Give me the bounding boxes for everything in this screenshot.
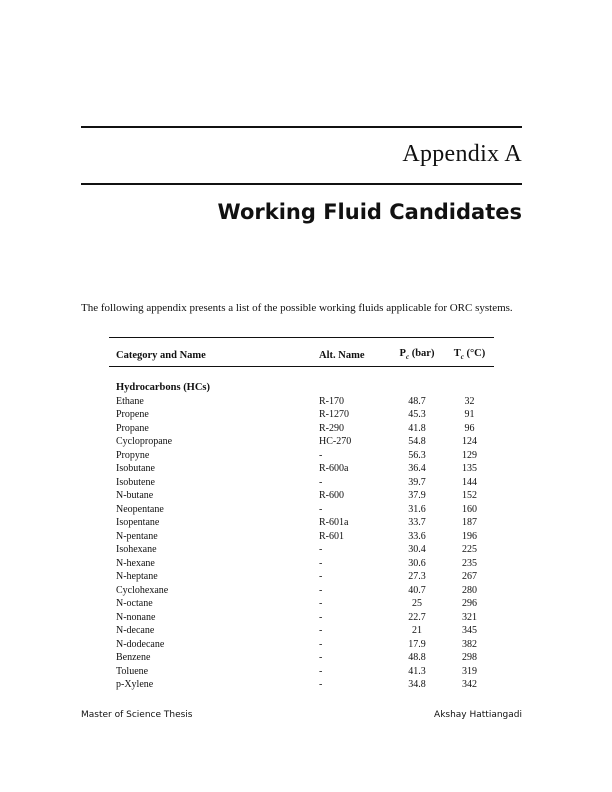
fluid-critical-pressure: 17.9 [408, 638, 426, 650]
fluid-name: Isopentane [116, 517, 160, 529]
fluid-alt-name: - [319, 584, 323, 596]
header-tc-symbol: T [453, 348, 461, 359]
table-row [109, 435, 494, 449]
fluid-critical-pressure: 54.8 [408, 436, 426, 448]
appendix-label: Appendix A [402, 141, 522, 167]
fluid-critical-pressure: 30.6 [408, 557, 426, 569]
chapter-bottom-rule [81, 183, 522, 185]
fluid-critical-pressure: 40.7 [408, 584, 426, 596]
fluid-name: Cyclopropane [116, 436, 173, 448]
fluid-name: Neopentane [116, 503, 164, 515]
fluid-critical-pressure: 22.7 [408, 611, 426, 623]
fluid-critical-pressure: 41.3 [408, 665, 426, 677]
fluid-critical-pressure: 27.3 [408, 571, 426, 583]
fluid-name: p-Xylene [116, 679, 154, 691]
fluid-critical-temperature: 342 [462, 679, 477, 691]
fluid-name: Benzene [116, 652, 151, 664]
fluid-critical-temperature: 382 [462, 638, 477, 650]
fluid-critical-pressure: 33.6 [408, 530, 426, 542]
fluid-name: Toluene [116, 665, 149, 677]
fluid-name: N-hexane [116, 557, 155, 569]
fluid-critical-pressure: 48.8 [408, 652, 426, 664]
table-row [109, 557, 494, 571]
table-row [109, 597, 494, 611]
category-row [109, 369, 494, 395]
table-row [109, 395, 494, 409]
table-row [109, 462, 494, 476]
fluid-alt-name: - [319, 652, 323, 664]
table-row [109, 570, 494, 584]
fluid-alt-name: - [319, 503, 323, 515]
fluid-name: Propyne [116, 449, 150, 461]
fluid-critical-temperature: 298 [462, 652, 477, 664]
fluid-alt-name: - [319, 611, 323, 623]
fluid-critical-pressure: 56.3 [408, 449, 426, 461]
table-row [109, 516, 494, 530]
fluid-critical-temperature: 345 [462, 625, 477, 637]
fluid-name: N-decane [116, 625, 155, 637]
fluid-critical-pressure: 48.7 [408, 395, 426, 407]
chapter-top-rule [81, 126, 522, 128]
table-row [109, 408, 494, 422]
header-category-name: Category and Name [116, 349, 206, 361]
table-row [109, 638, 494, 652]
fluid-name: N-butane [116, 490, 154, 502]
fluid-name: N-heptane [116, 571, 158, 583]
table-row [109, 678, 494, 692]
intro-paragraph: The following appendix presents a list of the possible working fluids applicable for ORC systems. [81, 302, 513, 314]
table-row [109, 665, 494, 679]
fluid-critical-pressure: 25 [412, 598, 422, 610]
fluid-critical-pressure: 37.9 [408, 490, 426, 502]
fluid-name: Isobutane [116, 463, 155, 475]
fluid-alt-name: R-600 [319, 490, 344, 502]
fluid-alt-name: - [319, 449, 323, 461]
header-pc-subscript: c [405, 353, 410, 362]
table-row [109, 624, 494, 638]
fluid-critical-temperature: 187 [462, 517, 477, 529]
fluid-critical-temperature: 319 [462, 665, 477, 677]
fluid-alt-name: - [319, 571, 323, 583]
fluid-critical-temperature: 321 [462, 611, 477, 623]
fluid-critical-pressure: 39.7 [408, 476, 426, 488]
table-row [109, 530, 494, 544]
fluid-critical-pressure: 30.4 [408, 544, 426, 556]
chapter-title: Working Fluid Candidates [217, 200, 522, 224]
fluid-name: Cyclohexane [116, 584, 169, 596]
fluid-alt-name: R-600a [319, 463, 349, 475]
fluid-alt-name: - [319, 557, 323, 569]
table-row [109, 422, 494, 436]
fluid-critical-temperature: 280 [462, 584, 477, 596]
fluid-name: Propene [116, 409, 149, 421]
fluid-name: Isohexane [116, 544, 157, 556]
fluid-critical-temperature: 235 [462, 557, 477, 569]
fluid-critical-pressure: 21 [412, 625, 422, 637]
fluid-critical-temperature: 91 [464, 409, 475, 421]
table-header-row [109, 342, 494, 369]
header-tc-unit: (°C) [466, 348, 486, 359]
table-row [109, 476, 494, 490]
fluid-alt-name: R-601 [319, 530, 344, 542]
fluid-name: Ethane [116, 395, 144, 407]
fluid-alt-name: R-290 [319, 422, 344, 434]
fluid-critical-pressure: 33.7 [408, 517, 426, 529]
header-tc-subscript: c [460, 353, 464, 362]
fluid-critical-temperature: 225 [462, 544, 477, 556]
fluid-alt-name: R-1270 [319, 409, 349, 421]
table-top-rule [109, 337, 494, 338]
table-row [109, 543, 494, 557]
fluid-alt-name: - [319, 544, 323, 556]
fluid-critical-pressure: 45.3 [408, 409, 426, 421]
fluid-alt-name: - [319, 665, 323, 677]
fluid-critical-temperature: 196 [462, 530, 477, 542]
category-label: Hydrocarbons (HCs) [116, 382, 211, 394]
fluid-name: Propane [116, 422, 149, 434]
header-critical-pressure [389, 342, 445, 369]
fluid-critical-temperature: 124 [462, 436, 477, 448]
header-pc-symbol: P [399, 348, 406, 359]
footer-thesis-label: Master of Science Thesis [81, 710, 193, 720]
table-row [109, 489, 494, 503]
fluid-alt-name: - [319, 476, 323, 488]
fluid-critical-temperature: 144 [462, 476, 477, 488]
table-row [109, 651, 494, 665]
fluid-alt-name: R-170 [319, 395, 344, 407]
fluid-alt-name: HC-270 [319, 436, 352, 448]
footer-author: Akshay Hattiangadi [434, 710, 522, 720]
fluid-critical-temperature: 129 [462, 449, 477, 461]
fluid-critical-temperature: 267 [462, 571, 477, 583]
fluid-name: N-octane [116, 598, 153, 610]
fluid-critical-temperature: 152 [462, 490, 477, 502]
header-critical-temperature [445, 342, 494, 369]
fluid-critical-pressure: 34.8 [408, 679, 426, 691]
table-row [109, 611, 494, 625]
fluid-critical-temperature: 135 [462, 463, 477, 475]
fluid-name: N-nonane [116, 611, 156, 623]
fluid-critical-pressure: 36.4 [408, 463, 426, 475]
working-fluids-table [109, 342, 494, 692]
fluid-alt-name: - [319, 679, 323, 691]
fluid-critical-temperature: 96 [464, 422, 475, 434]
fluid-name: N-dodecane [116, 638, 165, 650]
header-alt-name: Alt. Name [319, 349, 365, 361]
fluid-name: Isobutene [116, 476, 155, 488]
table-row [109, 449, 494, 463]
fluid-name: N-pentane [116, 530, 158, 542]
fluid-critical-pressure: 31.6 [408, 503, 426, 515]
fluid-critical-temperature: 32 [464, 395, 475, 407]
table-row [109, 584, 494, 598]
fluid-alt-name: - [319, 598, 323, 610]
fluid-critical-pressure: 41.8 [408, 422, 426, 434]
fluid-alt-name: R-601a [319, 517, 349, 529]
fluid-alt-name: - [319, 638, 323, 650]
header-pc-unit: (bar) [411, 348, 435, 359]
table-row [109, 503, 494, 517]
fluid-alt-name: - [319, 625, 323, 637]
fluid-critical-temperature: 160 [462, 503, 477, 515]
fluid-critical-temperature: 296 [462, 598, 477, 610]
